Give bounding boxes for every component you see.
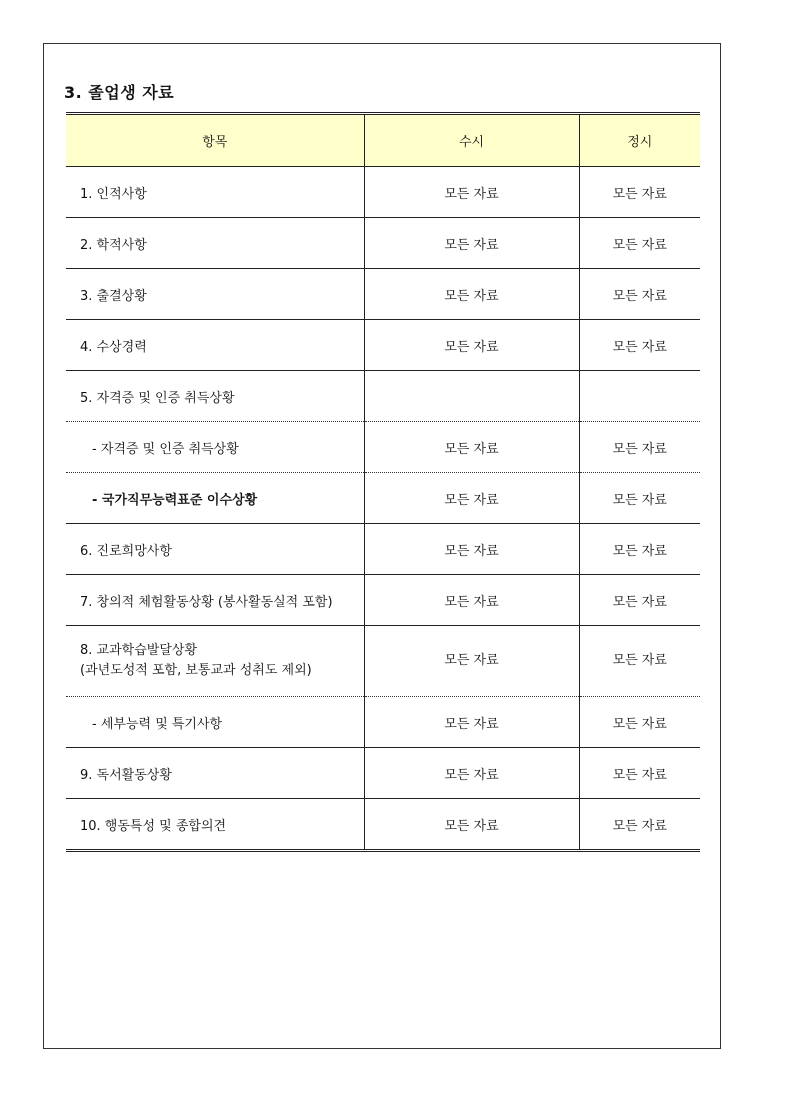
row-item: 6. 진로희망사항 [66,524,364,575]
row-item: - 자격증 및 인증 취득상황 [66,422,364,473]
table-row [66,218,700,269]
row-item: 4. 수상경력 [66,320,364,371]
row-susi: 모든 자료 [364,422,579,473]
row-item-line2: (과년도성적 포함, 보통교과 성취도 제외) [80,663,312,678]
table-header-row [66,114,700,167]
row-susi: 모든 자료 [364,697,579,748]
row-item: 1. 인적사항 [66,167,364,218]
row-jeongsi: 모든 자료 [579,218,700,269]
row-susi: 모든 자료 [364,748,579,799]
row-item: 5. 자격증 및 인증 취득상황 [66,371,364,422]
table-row [66,626,700,697]
table-row [66,320,700,371]
row-jeongsi [579,371,700,422]
table-row [66,748,700,799]
header-jeongsi: 정시 [579,114,700,167]
row-susi [364,371,579,422]
table-row [66,473,700,524]
section-title: 3. 졸업생 자료 [64,83,175,102]
row-jeongsi: 모든 자료 [579,626,700,697]
graduate-data-table [66,112,700,852]
row-susi: 모든 자료 [364,626,579,697]
header-item: 항목 [66,114,364,167]
row-item: 9. 독서활동상황 [66,748,364,799]
header-susi: 수시 [364,114,579,167]
table-row [66,799,700,851]
table-row [66,269,700,320]
row-item: 7. 창의적 체험활동상황 (봉사활동실적 포함) [66,575,364,626]
row-item: - 세부능력 및 특기사항 [66,697,364,748]
row-item: 3. 출결상황 [66,269,364,320]
table-row [66,575,700,626]
row-jeongsi: 모든 자료 [579,799,700,851]
row-susi: 모든 자료 [364,473,579,524]
table-row [66,167,700,218]
table-row [66,371,700,422]
row-item: 10. 행동특성 및 종합의견 [66,799,364,851]
row-jeongsi: 모든 자료 [579,320,700,371]
row-jeongsi: 모든 자료 [579,473,700,524]
row-jeongsi: 모든 자료 [579,575,700,626]
row-susi: 모든 자료 [364,524,579,575]
row-item [66,626,364,697]
row-susi: 모든 자료 [364,269,579,320]
row-item-line1: 8. 교과학습발달상황 [80,643,197,658]
row-jeongsi: 모든 자료 [579,269,700,320]
row-jeongsi: 모든 자료 [579,697,700,748]
row-jeongsi: 모든 자료 [579,422,700,473]
row-jeongsi: 모든 자료 [579,524,700,575]
row-susi: 모든 자료 [364,218,579,269]
row-jeongsi: 모든 자료 [579,748,700,799]
row-susi: 모든 자료 [364,575,579,626]
table-row [66,422,700,473]
row-jeongsi: 모든 자료 [579,167,700,218]
row-susi: 모든 자료 [364,167,579,218]
table-row [66,697,700,748]
table-row [66,524,700,575]
row-susi: 모든 자료 [364,799,579,851]
row-susi: 모든 자료 [364,320,579,371]
row-item: 2. 학적사항 [66,218,364,269]
row-item: - 국가직무능력표준 이수상황 [66,473,364,524]
